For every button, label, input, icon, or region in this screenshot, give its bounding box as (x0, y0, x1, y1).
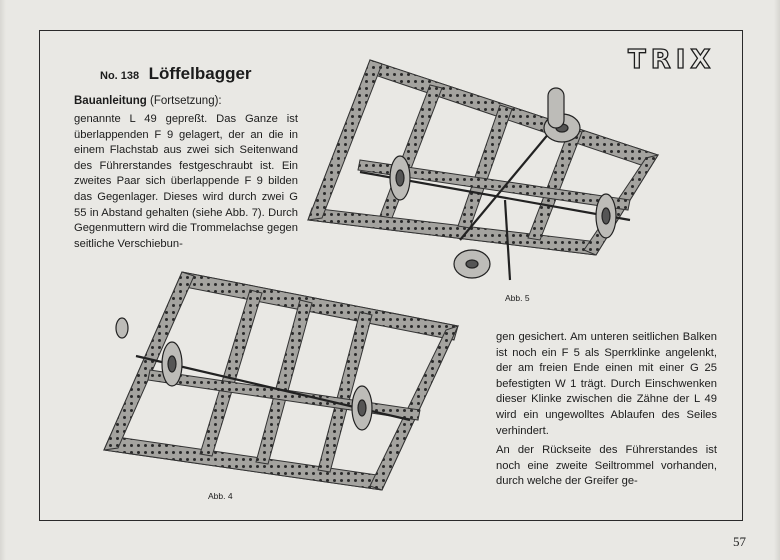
page-title (100, 64, 252, 84)
right-column-text (496, 330, 717, 490)
figure-5-caption: Abb. 5 (505, 293, 530, 303)
subtitle-suffix: (Fortsetzung): (150, 95, 222, 107)
model-title: Löffelbagger (148, 64, 252, 83)
logo-text: TRIX (628, 45, 716, 73)
fig4-frame (104, 272, 458, 490)
right-paragraph-1: gen gesichert. Am unteren seitlichen Balken ist noch ein F 5 als Sperrklinke angelenkt, der am freien Ende einen mit einer G 25 befestigten W 1 trägt. Durch Einschwenken dieser Klinke zwischen die Zähne der L 49 wird ein ungewolltes Ablaufen des Seiles verhindert. (496, 331, 717, 437)
left-paragraph: genannte L 49 gepreßt. Das Ganze ist überlappenden F 9 gelagert, der an die in einem Flachstab aus zwei sich Seitenwand des Führerstandes festgeschraubt ist. Ein zweites Paar sich überlappende F 9 bilden das Gegenlager. Dieses wird durch zwei G 55 in Abstand gehalten (siehe Abb. 7). Durch Gegenmuttern wird die Trommelachse gegen seitliche Verschiebun- (74, 113, 298, 250)
right-paragraph-2: An der Rückseite des Führerstandes ist noch eine zweite Seiltrommel vorhanden, durch welche der Greifer ge- (496, 444, 717, 488)
model-number: No. 138 (100, 70, 140, 82)
left-column-text (74, 112, 298, 252)
subtitle-label: Bauanleitung (74, 95, 147, 107)
figure-4-caption: Abb. 4 (208, 491, 233, 501)
page-number: 57 (733, 534, 746, 549)
section-subtitle (74, 95, 222, 107)
figure-4-illustration (100, 260, 470, 498)
